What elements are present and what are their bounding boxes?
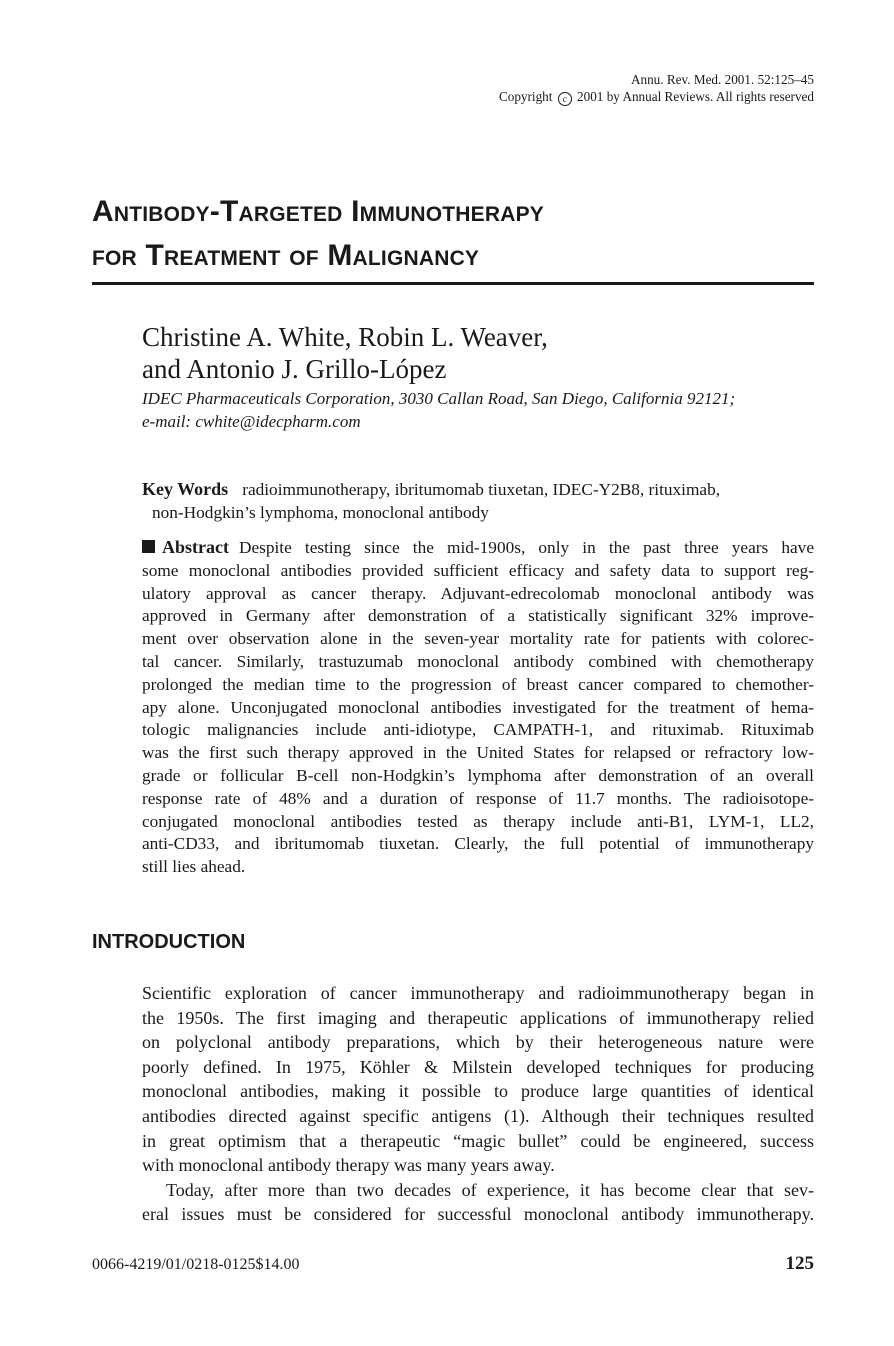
keywords-label: Key Words bbox=[142, 479, 229, 499]
keywords bbox=[142, 478, 814, 524]
abstract-square-icon bbox=[142, 540, 155, 553]
article-title bbox=[92, 190, 814, 278]
section-heading-introduction: INTRODUCTION bbox=[92, 931, 246, 953]
copyright-symbol: c bbox=[558, 92, 572, 106]
title-line-1: Antibody-Targeted Immunotherapy bbox=[92, 195, 545, 228]
affiliation bbox=[142, 387, 822, 433]
abstract-line: response rate of 48% and a duration of response of 11.7 months. The radioisotope- bbox=[142, 788, 814, 808]
abstract-line: anti-CD33, and ibritumomab tiuxetan. Clearly, the full potential of immunotherapy bbox=[142, 834, 814, 854]
abstract-line: approved in Germany after demonstration of a statistically significant 32% improve- bbox=[142, 606, 814, 626]
abstract-line: grade or follicular B-cell non-Hodgkin’s lymphoma after demonstration of an overall bbox=[142, 765, 814, 785]
body-line: on polyclonal antibody preparations, which by their heterogeneous nature were bbox=[142, 1032, 814, 1053]
abstract-line: ulatory approval as cancer therapy. Adjuvant-edrecolomab monoclonal antibody was bbox=[142, 583, 814, 603]
abstract-line: still lies ahead. bbox=[142, 857, 246, 877]
abstract bbox=[142, 536, 814, 879]
authors-line-2: and Antonio J. Grillo-López bbox=[142, 354, 447, 384]
body-line: in great optimism that a therapeutic “magic bullet” could be engineered, success bbox=[142, 1130, 814, 1151]
affiliation-line-1: IDEC Pharmaceuticals Corporation, 3030 Callan Road, San Diego, California 92121; bbox=[142, 389, 736, 408]
authors bbox=[142, 321, 822, 385]
journal-citation: Annu. Rev. Med. 2001. 52:125–45 bbox=[630, 72, 814, 87]
body-line: the 1950s. The first imaging and therapeutic applications of immunotherapy relied bbox=[142, 1007, 814, 1028]
body-line: monoclonal antibodies, making it possible to produce large quantities of identical bbox=[142, 1081, 814, 1102]
body-line: eral issues must be considered for successful monoclonal antibody immunotherapy. bbox=[142, 1204, 814, 1225]
affiliation-email: e-mail: cwhite@idecpharm.com bbox=[142, 412, 361, 431]
introduction-body bbox=[142, 981, 814, 1227]
abstract-line: tologic malignancies include anti-idiotype, CAMPATH-1, and rituximab. Rituximab bbox=[142, 720, 814, 740]
body-line: antibodies directed against specific antigens (1). Although their techniques resulted bbox=[142, 1105, 814, 1126]
copyright-suffix: 2001 by Annual Reviews. All rights reserved bbox=[577, 89, 814, 104]
title-rule bbox=[92, 282, 814, 285]
body-line: with monoclonal antibody therapy was many years away. bbox=[142, 1155, 555, 1176]
abstract-line: was the first such therapy approved in the United States for relapsed or refractory low- bbox=[142, 743, 814, 763]
authors-line-1: Christine A. White, Robin L. Weaver, bbox=[142, 322, 548, 352]
abstract-label: Abstract bbox=[162, 537, 229, 557]
title-line-2: for Treatment of Malignancy bbox=[92, 239, 480, 272]
abstract-line: Abstract Despite testing since the mid-1900s, only in the past three years have bbox=[142, 536, 814, 560]
body-line: Today, after more than two decades of experience, it has become clear that sev- bbox=[166, 1179, 814, 1200]
abstract-line: some monoclonal antibodies provided sufficient efficacy and safety data to support reg- bbox=[142, 560, 814, 580]
body-line: poorly defined. In 1975, Köhler & Milstein developed techniques for producing bbox=[142, 1056, 814, 1077]
abstract-line: prolonged the median time to the progression of breast cancer compared to chemother- bbox=[142, 674, 814, 694]
intro-paragraph-2 bbox=[142, 1178, 814, 1227]
abstract-line: ment over observation alone in the seven-year mortality rate for patients with colorec- bbox=[142, 629, 814, 649]
body-line: Scientific exploration of cancer immunotherapy and radioimmunotherapy began in bbox=[142, 983, 814, 1003]
keywords-line-1: radioimmunotherapy, ibritumomab tiuxetan, IDEC-Y2B8, rituximab, bbox=[242, 480, 721, 499]
intro-paragraph-1 bbox=[142, 981, 814, 1178]
copyright-line bbox=[499, 89, 814, 106]
abstract-line: conjugated monoclonal antibodies tested as therapy include anti-B1, LYM-1, LL2, bbox=[142, 811, 814, 831]
abstract-line: apy alone. Unconjugated monoclonal antibodies investigated for the treatment of hema- bbox=[142, 697, 814, 717]
footer-code: 0066-4219/01/0218-0125$14.00 bbox=[92, 1256, 300, 1273]
copyright-prefix: Copyright bbox=[498, 89, 553, 104]
keywords-line-2: non-Hodgkin’s lymphoma, monoclonal antibody bbox=[152, 503, 489, 522]
page-number: 125 bbox=[785, 1253, 814, 1274]
abstract-line: tal cancer. Similarly, trastuzumab monoclonal antibody combined with chemotherapy bbox=[142, 651, 814, 671]
